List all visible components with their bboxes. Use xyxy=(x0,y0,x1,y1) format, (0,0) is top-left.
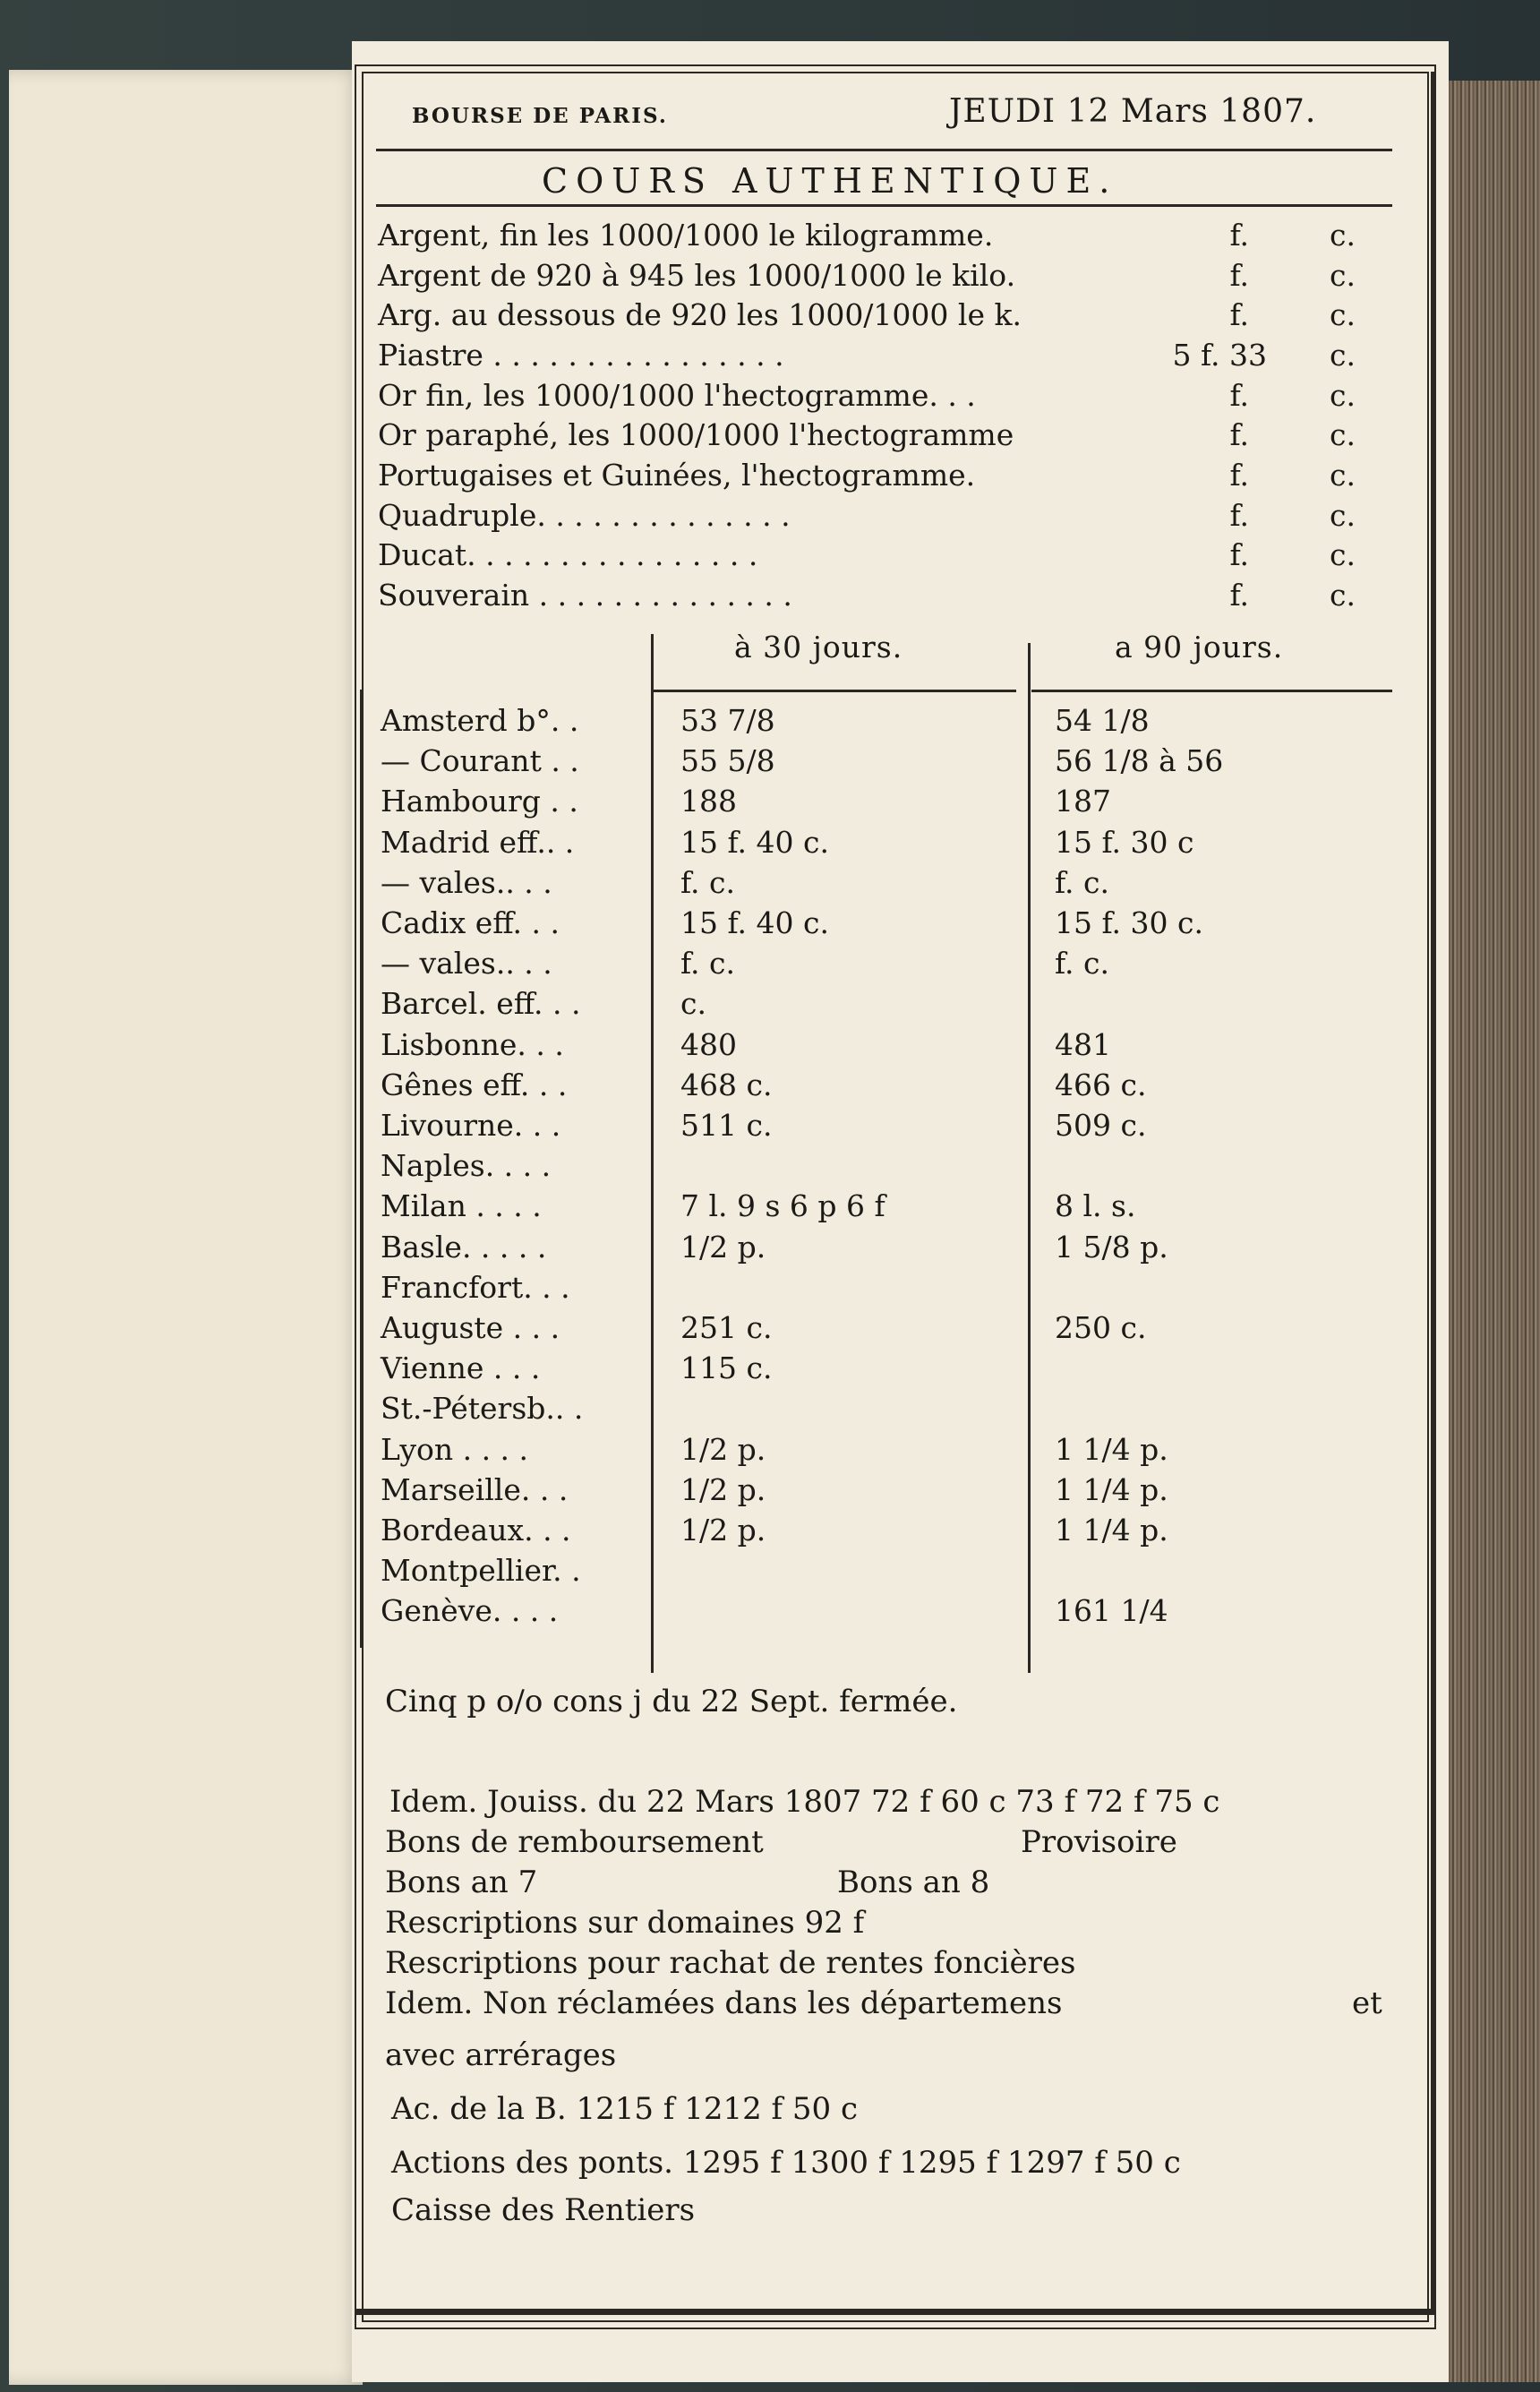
metal-centimes: c. xyxy=(1330,378,1356,413)
exchange-rate-30-days: c. xyxy=(680,986,706,1021)
exchange-rate-90-days: 187 xyxy=(1055,784,1111,819)
metal-francs: f. xyxy=(1229,378,1249,413)
stock-cinq-pour-cent: Cinq p o/o cons j du 22 Sept. fermée. xyxy=(385,1684,958,1719)
exchange-name: BOURSE DE PARIS. xyxy=(412,104,668,128)
exchange-rate-90-days: 481 xyxy=(1055,1027,1111,1062)
exchange-rate-30-days: 1/2 p. xyxy=(680,1432,766,1467)
exchange-rate-90-days: 1 1/4 p. xyxy=(1055,1513,1168,1548)
exchange-rate-90-days: 250 c. xyxy=(1055,1310,1147,1345)
right-frame-rule xyxy=(1431,72,1434,2315)
stock-arrerages: avec arrérages xyxy=(385,2037,617,2073)
exchange-city: Gênes eff. . . xyxy=(381,1067,568,1102)
header-rule xyxy=(376,149,1392,151)
metal-label: Or fin, les 1000/1000 l'hectogramme. . . xyxy=(378,378,976,413)
metal-label: Quadruple. . . . . . . . . . . . . . xyxy=(378,498,791,533)
exchange-city: Basle. . . . . xyxy=(381,1230,547,1265)
stock-bons-remboursement: Bons de remboursement xyxy=(385,1824,764,1860)
exchange-rate-90-days: f. c. xyxy=(1055,946,1109,981)
exchange-rate-30-days: f. c. xyxy=(680,865,735,900)
exchange-rate-30-days: 115 c. xyxy=(680,1350,773,1385)
exchange-rate-90-days: 509 c. xyxy=(1055,1108,1147,1143)
metal-francs: 5 f. 33 xyxy=(1172,338,1267,373)
metal-label: Or paraphé, les 1000/1000 l'hectogramme xyxy=(378,417,1014,452)
bottom-frame-rule xyxy=(355,2309,1434,2315)
exchange-rate-30-days: 188 xyxy=(680,784,737,819)
exchange-city: Naples. . . . xyxy=(381,1148,552,1183)
col2-header-rule xyxy=(1031,690,1392,692)
exchange-rate-90-days: 1 5/8 p. xyxy=(1055,1230,1168,1265)
exchange-rate-30-days: 7 l. 9 s 6 p 6 f xyxy=(680,1188,886,1223)
col1-header: à 30 jours. xyxy=(734,630,903,664)
stock-provisoire: Provisoire xyxy=(1021,1824,1177,1860)
metal-centimes: c. xyxy=(1330,458,1356,493)
exchange-rate-90-days: 54 1/8 xyxy=(1055,703,1150,738)
metal-francs: f. xyxy=(1229,458,1249,493)
stock-caisse-rentiers: Caisse des Rentiers xyxy=(391,2192,696,2228)
col2-header: a 90 jours. xyxy=(1115,630,1284,664)
page-title: COURS AUTHENTIQUE. xyxy=(542,161,1118,201)
exchange-city: Madrid eff.. . xyxy=(381,825,575,860)
exchange-city: Montpellier. . xyxy=(381,1553,581,1588)
exchange-rate-30-days: 1/2 p. xyxy=(680,1230,766,1265)
exchange-rate-90-days: f. c. xyxy=(1055,865,1109,900)
exchange-city: Lisbonne. . . xyxy=(381,1027,564,1062)
exchange-rate-90-days: 15 f. 30 c. xyxy=(1055,905,1203,940)
stock-bons-an-7: Bons an 7 xyxy=(385,1865,538,1900)
stock-bons-an-8: Bons an 8 xyxy=(837,1865,990,1900)
col1-header-rule xyxy=(654,690,1016,692)
exchange-rate-90-days: 1 1/4 p. xyxy=(1055,1472,1168,1507)
exchange-city: — vales.. . . xyxy=(381,865,552,900)
metal-francs: f. xyxy=(1229,578,1249,613)
exchange-city: — Courant . . xyxy=(381,743,579,778)
metal-centimes: c. xyxy=(1330,498,1356,533)
exchange-rate-90-days: 161 1/4 xyxy=(1055,1593,1168,1628)
exchange-rate-30-days: 55 5/8 xyxy=(680,743,775,778)
exchange-city: Hambourg . . xyxy=(381,784,578,819)
exchange-rate-90-days: 8 l. s. xyxy=(1055,1188,1136,1223)
exchange-rate-30-days: 468 c. xyxy=(680,1067,773,1102)
exchange-rate-30-days: 251 c. xyxy=(680,1310,773,1345)
metal-centimes: c. xyxy=(1330,218,1356,253)
metal-label: Souverain . . . . . . . . . . . . . . xyxy=(378,578,792,613)
exchange-city: Genève. . . . xyxy=(381,1593,559,1628)
exchange-rate-30-days: 480 xyxy=(680,1027,737,1062)
exchange-city: Vienne . . . xyxy=(381,1350,541,1385)
exchange-city: Cadix eff. . . xyxy=(381,905,560,940)
page-edges xyxy=(1449,81,1540,2382)
exchange-city: Marseille. . . xyxy=(381,1472,569,1507)
exchange-rate-30-days: 15 f. 40 c. xyxy=(680,905,829,940)
stock-idem-jouissance: Idem. Jouiss. du 22 Mars 1807 72 f 60 c 73 f 72 f 75 c xyxy=(389,1784,1220,1820)
exchange-rate-30-days: 511 c. xyxy=(680,1108,773,1143)
stock-actions-banque: Ac. de la B. 1215 f 1212 f 50 c xyxy=(391,2091,859,2127)
metal-label: Portugaises et Guinées, l'hectogramme. xyxy=(378,458,976,493)
stock-rescriptions-rachat: Rescriptions pour rachat de rentes foncières xyxy=(385,1945,1076,1981)
exchange-city: — vales.. . . xyxy=(381,946,552,981)
exchange-rate-90-days: 15 f. 30 c xyxy=(1055,825,1194,860)
metal-label: Argent de 920 à 945 les 1000/1000 le kilo. xyxy=(378,258,1016,293)
exchange-rate-90-days: 56 1/8 à 56 xyxy=(1055,743,1224,778)
metal-label: Ducat. . . . . . . . . . . . . . . . xyxy=(378,537,758,572)
exchange-city: Bordeaux. . . xyxy=(381,1513,571,1548)
exchange-city: Livourne. . . xyxy=(381,1108,561,1143)
exchange-city: Amsterd b°. . xyxy=(381,703,579,738)
date-heading: JEUDI 12 Mars 1807. xyxy=(949,93,1317,130)
exchange-rate-30-days: 1/2 p. xyxy=(680,1513,766,1548)
stock-rescriptions-domaines: Rescriptions sur domaines 92 f xyxy=(385,1905,865,1941)
stock-idem-non-reclamees: Idem. Non réclamées dans les départemens xyxy=(385,1985,1063,2021)
metal-francs: f. xyxy=(1229,498,1249,533)
metal-francs: f. xyxy=(1229,258,1249,293)
metal-francs: f. xyxy=(1229,297,1249,332)
title-rule xyxy=(376,204,1392,207)
metal-label: Piastre . . . . . . . . . . . . . . . . xyxy=(378,338,784,373)
exchange-table-middle-rule xyxy=(1028,643,1031,1673)
metal-centimes: c. xyxy=(1330,338,1356,373)
left-page xyxy=(9,70,363,2385)
exchange-rate-30-days: f. c. xyxy=(680,946,735,981)
metal-centimes: c. xyxy=(1330,297,1356,332)
metal-francs: f. xyxy=(1229,417,1249,452)
exchange-city: Lyon . . . . xyxy=(381,1432,529,1467)
metal-label: Arg. au dessous de 920 les 1000/1000 le k. xyxy=(378,297,1022,332)
stock-actions-ponts: Actions des ponts. 1295 f 1300 f 1295 f 1297 f 50 c xyxy=(391,2145,1181,2181)
exchange-city: Francfort. . . xyxy=(381,1270,570,1305)
exchange-rate-90-days: 466 c. xyxy=(1055,1067,1147,1102)
metal-centimes: c. xyxy=(1330,578,1356,613)
exchange-city: St.-Pétersb.. . xyxy=(381,1391,584,1426)
metal-centimes: c. xyxy=(1330,537,1356,572)
metal-centimes: c. xyxy=(1330,258,1356,293)
exchange-city: Milan . . . . xyxy=(381,1188,542,1223)
stock-et: et xyxy=(1352,1985,1382,2021)
exchange-table-margin-rule xyxy=(360,690,362,1648)
exchange-rate-90-days: 1 1/4 p. xyxy=(1055,1432,1168,1467)
metal-label: Argent, fin les 1000/1000 le kilogramme. xyxy=(378,218,994,253)
metal-francs: f. xyxy=(1229,218,1249,253)
metal-francs: f. xyxy=(1229,537,1249,572)
exchange-rate-30-days: 15 f. 40 c. xyxy=(680,825,829,860)
exchange-table-left-rule xyxy=(651,634,654,1673)
exchange-city: Auguste . . . xyxy=(381,1310,560,1345)
exchange-rate-30-days: 53 7/8 xyxy=(680,703,775,738)
exchange-city: Barcel. eff. . . xyxy=(381,986,581,1021)
exchange-rate-30-days: 1/2 p. xyxy=(680,1472,766,1507)
metal-centimes: c. xyxy=(1330,417,1356,452)
